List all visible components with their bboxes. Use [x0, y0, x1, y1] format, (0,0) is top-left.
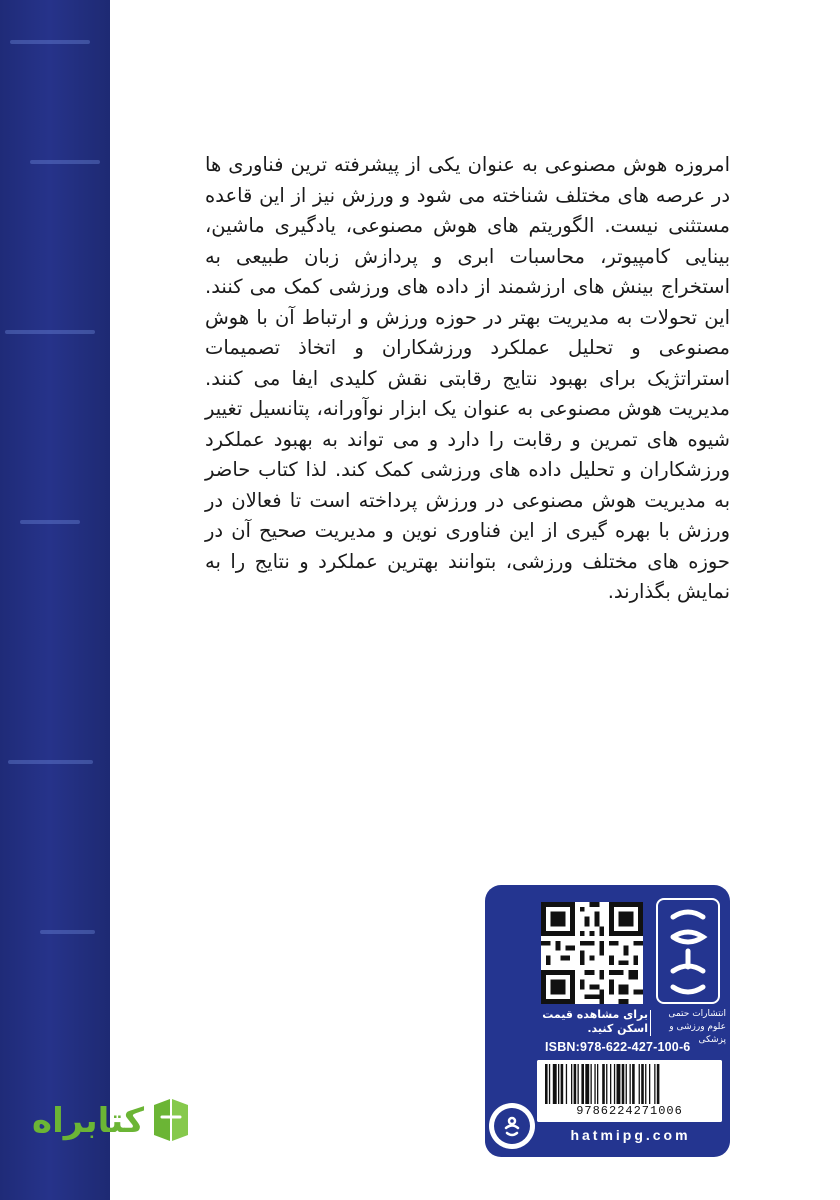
barcode-digits: 9786224271006 [537, 1104, 722, 1118]
back-cover-description: امروزه هوش مصنوعی به عنوان یکی از پیشرفته ترین فناوری ها در عرصه های مختلف شناخته می شود و ورزش نیز از این قاعده مستثنی نیست. الگوریتم های هوش مصنوعی، یادگیری ماشین، بینایی کامپیوتر، محاسبات ابری و پردازش زبان طبیعی به استخراج بینش های ارزشمند از داده های ورزشی کمک می کنند. این تحولات به مدیریت بهتر در حوزه ورزش و ارتباط آن با هوش مصنوعی و تحلیل عملکرد ورزشکاران و اتخاذ تصمیمات استراتژیک برای بهبود نتایج رقابتی نقش کلیدی ایفا می کنند. مدیریت هوش مصنوعی به عنوان یک ابزار نوآورانه، پتانسیل تغییر شیوه های تمرین و رقابت را دارد و می تواند به بهبود عملکرد ورزشکاران و تحلیل داده های ورزشی کمک کند. لذا کتاب حاضر به مدیریت هوش مصنوعی در ورزش پرداخته است تا فعالان در ورزش با بهره گیری از این فناوری نوین و مدیریت صحیح آن در حوزه های مختلف ورزشی، بتوانند بهترین عملکرد و نتایج را به نمایش بگذارند. [205, 153, 730, 603]
publisher-line2: علوم ورزشی و پزشکی [669, 1022, 726, 1045]
publisher-logo [656, 898, 720, 1004]
isbn-label: ISBN:978-622-427-100-6 [545, 1040, 691, 1054]
publisher-circle-icon [494, 1108, 530, 1144]
publisher-line1: انتشارات حتمی [668, 1009, 726, 1019]
publisher-logo-icon [665, 907, 711, 995]
cover-spine [0, 0, 110, 1200]
scan-for-price-caption [540, 1008, 648, 1036]
publisher-circle-logo [489, 1103, 535, 1149]
ketabrah-logo [32, 1096, 192, 1146]
qr-code[interactable] [541, 902, 643, 1004]
publisher-website[interactable]: hatmipg.com [570, 1127, 691, 1143]
scan-caption-line1: برای مشاهده قیمت [542, 1008, 648, 1021]
ketabrah-book-icon [150, 1097, 192, 1145]
scan-caption-line2: اسکن کنید. [587, 1022, 648, 1035]
ketabrah-wordmark: کتابراه [32, 1101, 145, 1141]
caption-divider [650, 1010, 651, 1036]
